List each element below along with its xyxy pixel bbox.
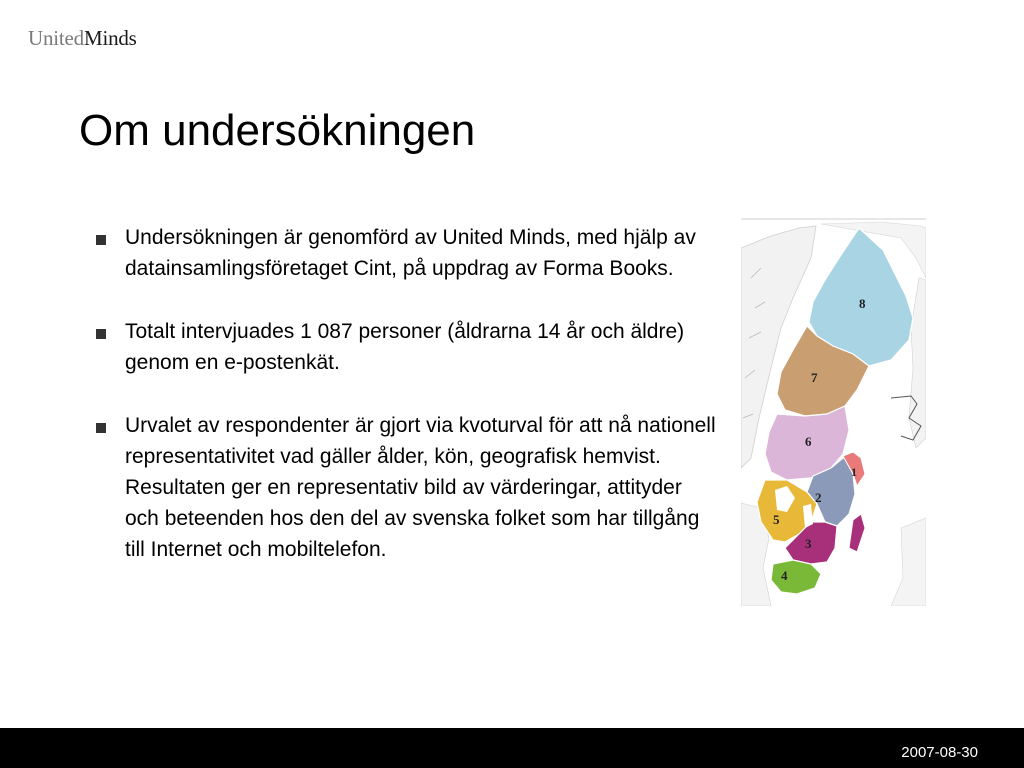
bullet-list: [96, 222, 716, 597]
region-label-4: 4: [781, 568, 788, 583]
square-bullet-icon: [96, 423, 106, 433]
footer-bar: [0, 728, 1024, 768]
square-bullet-icon: [96, 329, 106, 339]
region-label-2: 2: [815, 490, 822, 505]
region-label-6: 6: [805, 434, 812, 449]
bullet-text: Undersökningen är genomförd av United Minds, med hjälp av datainsamlingsföretaget Cint, på uppdrag av Forma Books.: [125, 226, 696, 280]
region-label-3: 3: [805, 536, 812, 551]
bullet-text: Urvalet av respondenter är gjort via kvoturval för att nå nationell representativitet vad gäller ålder, kön, geografisk hemvist. Resultaten ger en representativ bild av värderingar, attityder och beteenden hos den del av svenska folket som har tillgång till Internet och mobiltelefon.: [125, 414, 716, 561]
bullet-item: [96, 222, 716, 284]
sweden-region-map: [741, 218, 926, 606]
footer-date: 2007-08-30: [901, 744, 978, 761]
united-minds-logo: [28, 26, 137, 50]
square-bullet-icon: [96, 235, 106, 245]
region-label-7: 7: [811, 370, 818, 385]
region-label-5: 5: [773, 512, 780, 527]
bullet-item: [96, 316, 716, 378]
slide-title: Om undersökningen: [79, 106, 476, 155]
region-label-1: 1: [851, 465, 857, 479]
logo-part-united: United: [28, 26, 84, 50]
region-label-8: 8: [859, 296, 866, 311]
bullet-item: [96, 410, 716, 565]
logo-part-minds: Minds: [83, 26, 137, 50]
bullet-text: Totalt intervjuades 1 087 personer (åldrarna 14 år och äldre) genom en e-postenkät.: [125, 320, 685, 374]
